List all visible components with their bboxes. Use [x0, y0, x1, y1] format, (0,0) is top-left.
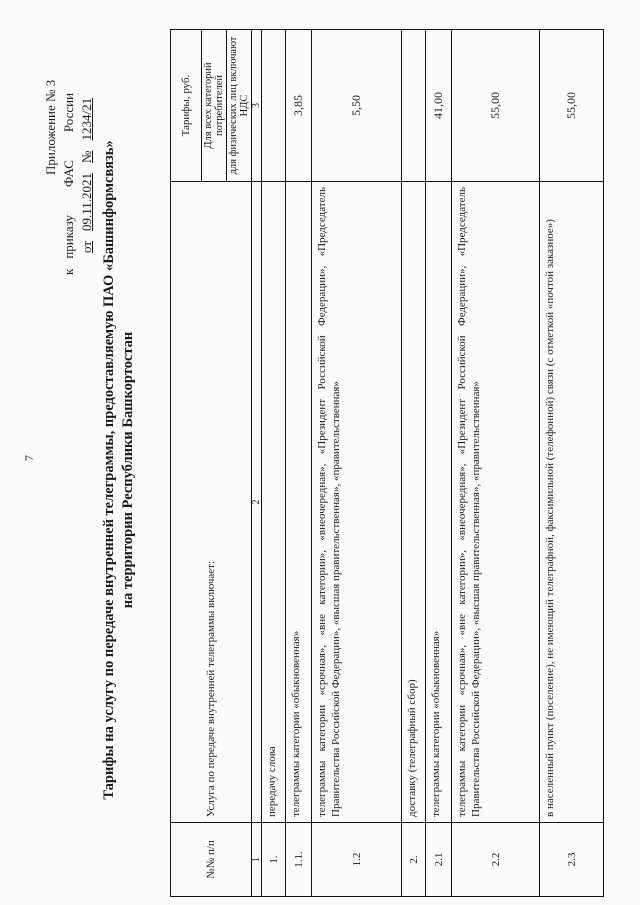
row-number: 1.1. — [286, 823, 312, 897]
appendix-title: Приложение № 3 — [43, 79, 58, 175]
document-title — [100, 105, 138, 835]
row-service: передачу слова — [262, 182, 286, 823]
appendix-date: 09.11.2021 — [79, 172, 94, 231]
header-vat-note: для физических лиц включают НДС — [227, 30, 252, 182]
row-price — [402, 30, 426, 182]
row-price: 41,00 — [426, 30, 452, 182]
index-cell-2: 2 — [252, 182, 262, 823]
appendix-no-sign: № — [79, 150, 94, 163]
row-service: телеграммы категории «обыкновенная» — [286, 182, 312, 823]
page-number: 7 — [22, 455, 36, 461]
row-number: 2. — [402, 823, 426, 897]
tariff-table — [170, 29, 604, 897]
table-row — [426, 30, 452, 897]
table-row — [540, 30, 604, 897]
row-service: телеграммы категории «срочная», «вне категории», «внеочередная», «Президент Российской Федерации», «Председатель Правительства Российской Федерации», «высшая правительственная», «правительственная» — [452, 182, 540, 823]
title-line-2: на территории Республики Башкортостан — [120, 331, 136, 609]
appendix-block — [42, 25, 96, 275]
header-num: №№ п/п — [171, 823, 252, 897]
appendix-from: от — [79, 240, 94, 253]
header-tariffs: Тарифы, руб. — [171, 30, 202, 182]
row-price — [262, 30, 286, 182]
header-all-categories: Для всех категорий потребителей — [202, 30, 227, 182]
appendix-number: 1234/21 — [79, 97, 94, 141]
header-service: Услуга по передаче внутренней телеграммы включает: — [171, 182, 252, 823]
row-number: 2.1 — [426, 823, 452, 897]
row-price: 55,00 — [452, 30, 540, 182]
row-number: 1. — [262, 823, 286, 897]
index-cell-1: 1 — [252, 823, 262, 897]
table-row — [286, 30, 312, 897]
row-price: 3,85 — [286, 30, 312, 182]
appendix-country: России — [61, 92, 76, 133]
index-cell-3: 3 — [252, 30, 262, 182]
row-number: 2.2 — [452, 823, 540, 897]
table-row — [262, 30, 286, 897]
appendix-order-word: приказу — [61, 215, 76, 259]
row-service: телеграммы категории «обыкновенная» — [426, 182, 452, 823]
title-line-1: Тарифы на услугу по передаче внутренней телеграммы, предоставляемую ПАО «Башинформсвязь» — [101, 140, 117, 800]
appendix-order-line — [60, 25, 78, 275]
row-price: 5,50 — [312, 30, 402, 182]
table-row — [402, 30, 426, 897]
row-number: 2.3 — [540, 823, 604, 897]
row-price: 55,00 — [540, 30, 604, 182]
row-service: телеграммы категории «срочная», «вне категории», «внеочередная», «Президент Российской Федерации», «Председатель Правительства Российской Федерации», «высшая правительственная», «правительственная» — [312, 182, 402, 823]
row-service: в населенный пункт (поселение), не имеющий телеграфной, факсимильной (телефонной) связи (с отметкой «почтой заказное») — [540, 182, 604, 823]
appendix-k: к — [61, 268, 76, 275]
appendix-date-line — [78, 25, 96, 275]
table-row — [452, 30, 540, 897]
row-service: доставку (телеграфный сбор) — [402, 182, 426, 823]
row-number: 1.2 — [312, 823, 402, 897]
appendix-agency: ФАС — [61, 160, 76, 187]
table-row — [312, 30, 402, 897]
